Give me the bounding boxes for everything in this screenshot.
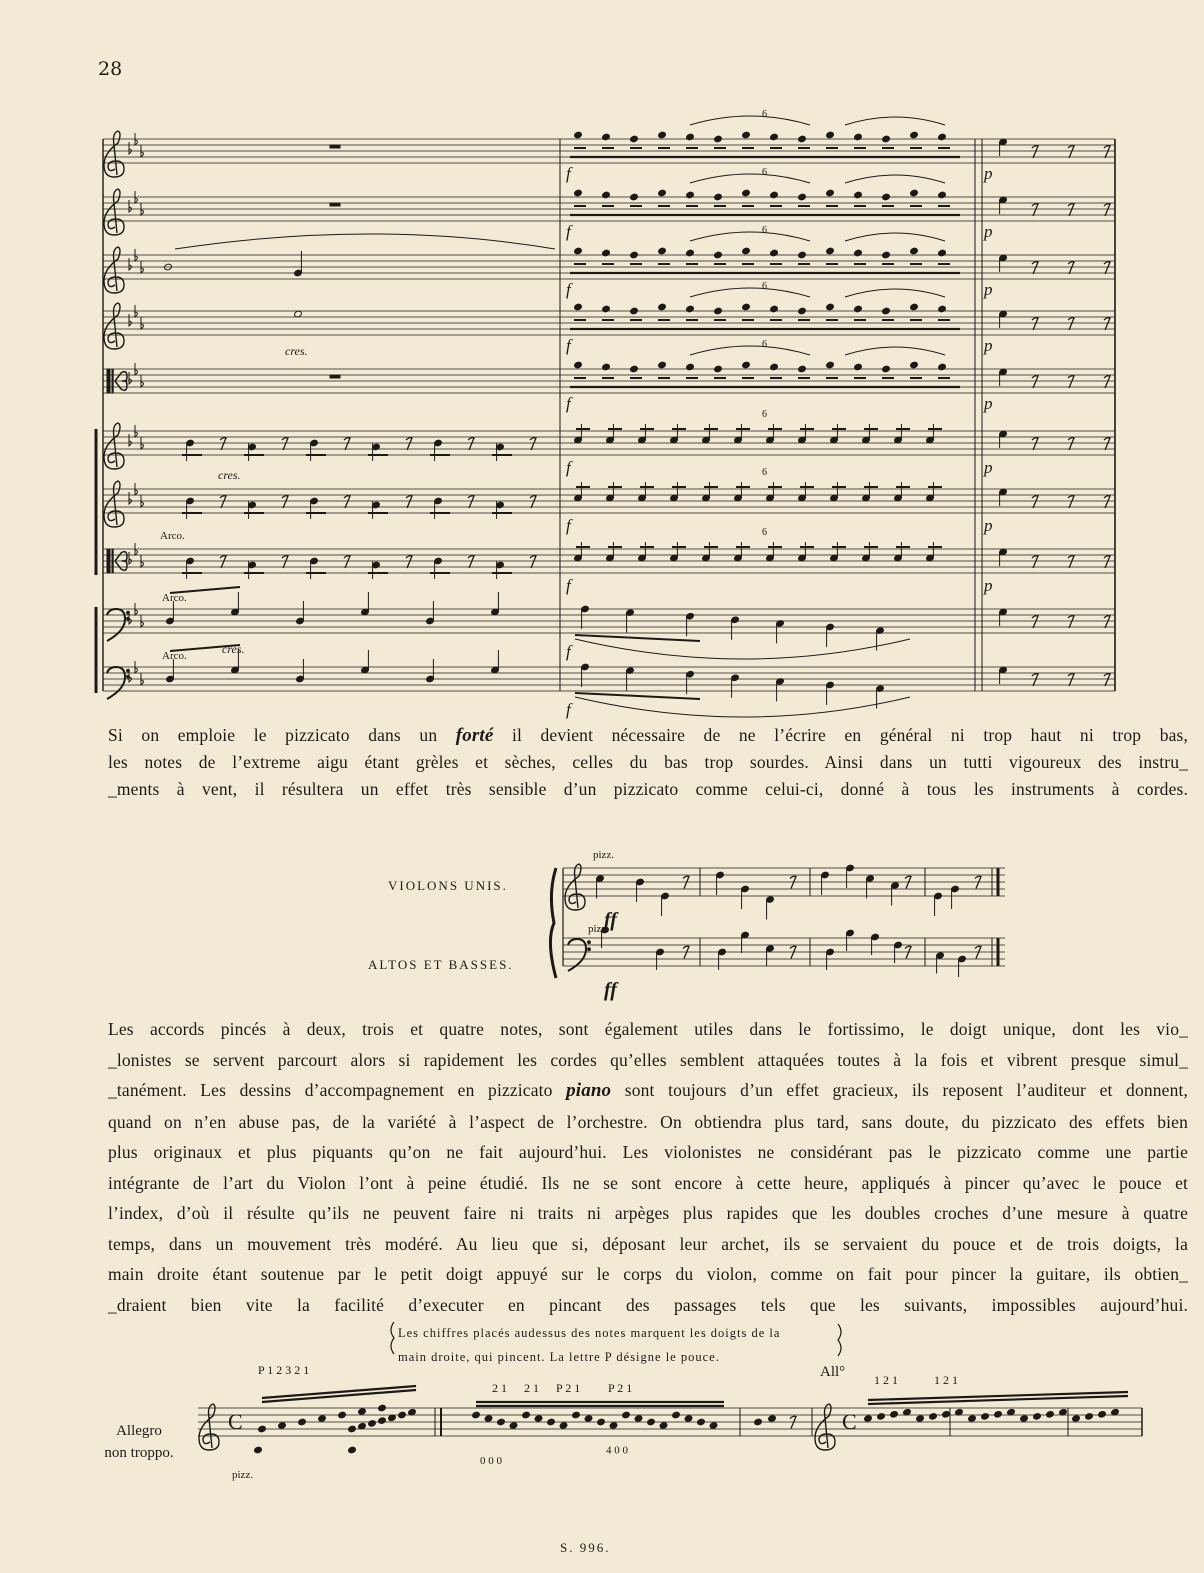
note-head [714,365,723,373]
note-head [882,251,891,259]
note-head [378,1417,387,1425]
eighth-rest [1068,556,1074,568]
dynamic-piano: p [984,576,993,595]
beam [868,1396,1128,1404]
note-head [254,1446,263,1454]
page-number: 28 [98,58,123,80]
example-fingering-score [0,1320,1204,1520]
note-head [697,1418,706,1426]
eighth-rest [1032,262,1038,274]
note-head [826,247,835,255]
pizz-marking: pizz. [588,923,610,935]
note-head [910,189,919,197]
note-head [882,135,891,143]
time-signature: C [842,1409,857,1434]
slur [690,288,810,297]
eighth-rest [468,438,474,450]
eighth-rest [530,496,536,508]
note-head [1033,1413,1042,1421]
cres-marking: cres. [218,468,241,482]
note-head [770,363,779,371]
note-head [798,193,807,201]
eighth-rest [1068,438,1074,450]
note-head [686,363,695,371]
dynamic-forte: f [566,576,571,595]
eighth-rest [1068,496,1074,508]
note-head [742,247,751,255]
flat-sign [129,434,132,446]
note-head [686,191,695,199]
bass-clef [107,609,125,641]
note-head [547,1418,556,1426]
eighth-rest [344,556,350,568]
eighth-rest [1032,318,1038,330]
note-head [1046,1411,1055,1419]
note-head [298,1418,307,1426]
slur [575,639,910,659]
note-head [882,365,891,373]
treble-clef [104,423,124,469]
note-head [877,1413,886,1421]
note-head [348,1446,357,1454]
eighth-rest [406,556,412,568]
note-head [854,305,863,313]
note-head [672,1411,681,1419]
note-head [572,1411,581,1419]
eighth-rest [220,438,226,450]
note-head [714,307,723,315]
eighth-rest [282,438,288,450]
bass-clef [107,667,125,699]
note-head [602,133,611,141]
note-head [647,1418,656,1426]
tuplet-number: 6 [762,409,767,420]
note-head [630,365,639,373]
label-altos-basses: ALTOS ET BASSES. [368,957,514,972]
eighth-rest [468,556,474,568]
alto-clef-bar [112,369,113,393]
note-head [754,1418,763,1426]
note-head [864,1415,873,1423]
dynamic-forte: f [566,280,571,299]
note-head [938,305,947,313]
eighth-rest [1068,318,1074,330]
note-brace-right [838,1324,841,1356]
eighth-rest [1104,146,1110,158]
note-head [630,135,639,143]
note-head [938,249,947,257]
flat-sign [129,200,132,212]
fingering-numbers: P 1 2 3 2 1 [258,1363,310,1377]
flat-sign [129,670,132,682]
note-brace-left [391,1322,394,1354]
note-head [574,303,583,311]
arco-marking: Arco. [162,592,187,604]
eighth-rest [1068,146,1074,158]
note-head [938,191,947,199]
slur [690,232,810,241]
note-head [574,361,583,369]
eighth-rest [1104,496,1110,508]
flat-sign [129,552,132,564]
note-head [318,1415,327,1423]
pizz-marking: pizz. [232,1469,254,1481]
note-head [770,249,779,257]
plate-number: S. 996. [560,1540,611,1555]
paragraph-pizzicato-forte: Si on emploie le pizzicato dans un forté il devient nécessaire de ne l’écrire en général ni trop haut ni trop bas, les notes de l’extreme aigu étant grèles et sèches, celles du bas trop sourdes. Ainsi dans un tutti vigoureux des instru_ _ments à vent, il résultera un effet très sensible d’un pizzicato comme celui-ci, donné à tous les instruments à cordes. [108,725,1188,799]
tuplet-number: 6 [762,225,767,236]
note-head [742,131,751,139]
eighth-rest [406,496,412,508]
slur [845,347,945,355]
eighth-rest [282,556,288,568]
treble-clef [104,189,124,235]
note-head [770,133,779,141]
note-head [714,135,723,143]
dynamic-piano: p [984,280,993,299]
note-head [910,361,919,369]
note-head [574,247,583,255]
dynamic-piano: p [984,458,993,477]
note-head [484,1415,493,1423]
dynamic-piano: p [984,222,993,241]
dynamic-ff: ff [604,979,617,1001]
note-head [630,193,639,201]
beam [575,635,700,641]
note-head [1098,1411,1107,1419]
note-head [574,189,583,197]
eighth-rest [1068,262,1074,274]
eighth-rest [282,496,288,508]
whole-rest [330,145,340,148]
whole-rest [330,375,340,378]
eighth-rest [530,556,536,568]
note-head [658,247,667,255]
note-head [742,303,751,311]
dynamic-forte: f [566,516,571,535]
cres-marking: cres. [285,344,308,358]
eighth-rest [344,438,350,450]
bass-clef-dot [588,941,591,944]
eighth-rest [1032,438,1038,450]
example-pizzicato-score [0,850,1204,1010]
note-head [798,307,807,315]
flat-sign [129,372,132,384]
beam [575,693,700,699]
treble-clef [104,131,124,177]
note-head [938,363,947,371]
eighth-rest [1104,262,1110,274]
eighth-rest [1032,376,1038,388]
slur [690,174,810,183]
note-head [258,1425,267,1433]
fingering-numbers: 2 1 [492,1381,507,1395]
note-head [826,189,835,197]
note-head [684,1415,693,1423]
eighth-rest [1104,616,1110,628]
fingering-numbers: 1 2 1 [934,1373,958,1387]
slur [845,175,945,183]
treble-clef [104,481,124,527]
thumb-numbers: 4 0 0 [606,1444,628,1457]
eighth-rest [468,496,474,508]
fingering-numbers: 2 1 [524,1381,539,1395]
note-head [1085,1413,1094,1421]
fingering-numbers: 1 2 1 [874,1373,898,1387]
note-head [559,1422,568,1430]
note-head [658,303,667,311]
fingering-note: Les chiffres placés audessus des notes marquent les doigts de la main droite, qui pincent. La lettre P désigne le pouce. [398,1326,781,1364]
tuplet-number: 6 [762,527,767,538]
eighth-rest [1032,556,1038,568]
eighth-rest [1068,674,1074,686]
note-head [497,1418,506,1426]
slur [845,233,945,241]
eighth-rest [1032,674,1038,686]
beam [868,1392,1128,1400]
note-head [826,361,835,369]
dynamic-piano: p [984,394,993,413]
note-head [278,1422,287,1430]
eighth-rest [1032,146,1038,158]
note-head [602,249,611,257]
tuplet-number: 6 [762,281,767,292]
tempo-marking: Allegro non troppo. [104,1423,174,1461]
slur [845,117,945,125]
eighth-rest [1104,556,1110,568]
note-head [634,1415,643,1423]
note-head [798,365,807,373]
dynamic-piano: p [984,516,993,535]
alto-clef-bar [107,549,110,573]
tuplet-number: 6 [762,339,767,350]
eighth-rest [1104,318,1110,330]
grand-staff-brace [550,868,556,978]
note-head [890,1411,899,1419]
note-head [709,1422,718,1430]
note-head [602,305,611,313]
note-head [1020,1415,1029,1423]
whole-rest [330,203,340,206]
note-head [358,1408,367,1416]
dynamic-forte: f [566,164,571,183]
note-head [522,1411,531,1419]
dynamic-forte: f [566,642,571,661]
bass-clef-dot [588,948,591,951]
flat-sign [129,612,132,624]
note-head [534,1415,543,1423]
note-head [658,189,667,197]
note-head [398,1411,407,1419]
note-head [798,135,807,143]
note-head [826,303,835,311]
note-head [929,1413,938,1421]
note-head [658,361,667,369]
note-head [742,361,751,369]
eighth-rest [220,496,226,508]
note-head [602,191,611,199]
eighth-rest [1068,616,1074,628]
dynamic-ff: ff [604,909,617,931]
fingering-numbers: P 2 1 [608,1381,633,1395]
eighth-rest [1104,204,1110,216]
eighth-rest [530,438,536,450]
flat-sign [129,314,132,326]
note-head [1072,1415,1081,1423]
note-head [622,1411,631,1419]
note-head [854,133,863,141]
note-head [742,189,751,197]
note-head [916,1415,925,1423]
tuplet-number: 6 [762,167,767,178]
note-head [509,1422,518,1430]
note-head [630,251,639,259]
note-head [714,193,723,201]
treble-clef [565,864,585,910]
tuplet-number: 6 [762,109,767,120]
eighth-rest [1104,376,1110,388]
note-head [686,133,695,141]
eighth-rest [1068,376,1074,388]
eighth-rest [1104,438,1110,450]
dynamic-forte: f [566,394,571,413]
cres-marking: cres. [222,642,245,656]
note-head [882,307,891,315]
flat-sign [129,142,132,154]
note-head [981,1413,990,1421]
note-head [994,1411,1003,1419]
note-head [854,191,863,199]
dynamic-forte: f [566,458,571,477]
eighth-rest [1068,204,1074,216]
eighth-rest [406,438,412,450]
fingering-numbers: P 2 1 [556,1381,581,1395]
alto-clef-bar [107,369,110,393]
note-head [602,363,611,371]
note-head [368,1420,377,1428]
dynamic-forte: f [566,700,571,719]
note-head [348,1425,357,1433]
treble-clef [104,247,124,293]
note-head [942,1411,951,1419]
note-head [910,131,919,139]
treble-clef [815,1404,835,1450]
eighth-rest [220,556,226,568]
note-head [609,1422,618,1430]
note-head [658,131,667,139]
note-head [686,249,695,257]
note-head [574,131,583,139]
slur [690,346,810,355]
dynamic-piano: p [984,336,993,355]
note-head [854,249,863,257]
note-head [826,131,835,139]
arco-marking: Arco. [162,650,187,662]
note-head [910,247,919,255]
note-head [910,303,919,311]
note-head [770,191,779,199]
flat-sign [129,258,132,270]
eighth-rest [1104,674,1110,686]
slur [845,289,945,297]
slur [575,697,910,717]
note-head [659,1422,668,1430]
note-head [968,1415,977,1423]
eighth-rest [1032,204,1038,216]
time-signature: C [228,1409,243,1434]
note-head [714,251,723,259]
note-head [938,133,947,141]
note-head [630,307,639,315]
treble-clef [104,303,124,349]
dynamic-forte: f [566,336,571,355]
note-head [768,1415,777,1423]
dynamic-forte: f [566,222,571,241]
alto-clef-bar [112,549,113,573]
note-head [597,1418,606,1426]
paragraph-accords-pinces: Les accords pincés à deux, trois et quatre notes, sont également utiles dans le fortissimo, le doigt unique, dont les vio_ _lonistes se servent parcourt alors si rapidement les cordes qu’elles semblent attaquées toutes à la fois et vibrent presque simul_ _tanément. Les dessins d’accompagnement en pizzicato piano sont toujours d’un effet gracieux, ils reposent l’auditeur et donnent, quand on n’en abuse pas, de la variété à l’aspect de l’orchestre. On obtiendra plus tard, sans doute, du pizzicato des effets bien plus originaux et plus piquants qu’on ne fait aujourd’hui. Les violonistes ne considérant pas le pizzicato comme une partie intégrante de l’art du Violon l’ont à peine étudié. Ils ne se sont encore à cette heure, appliqués à pincer qu’avec le pouce et l’index, d’où il résulte qu’ils ne peuvent faire ni traits ni arpèges plus rapides que les doubles croches d’une mesure à quatre temps, dans un mouvement très modéré. Au lieu que si, déposant leur archet, ils se servaient du pouce et de trois doigts, la main droite étant soutenue par le petit doigt appuyé sur le corps du violon, comme on fait pour pincer la guitare, ils obtien_ _draient bien vite la facilité d’executer en pincant des passages tels que les suivants, impossibles aujourd’hui. [108,1019,1189,1315]
note-head [798,251,807,259]
note-head [378,1404,387,1412]
pizz-marking: pizz. [593,849,615,861]
note-head [882,193,891,201]
flat-sign [129,492,132,504]
tempo-allegro: All° [820,1364,846,1380]
note-head [686,305,695,313]
note-head [472,1411,481,1419]
eighth-rest [344,496,350,508]
label-violons-unis: VIOLONS UNIS. [388,878,508,893]
slur [175,234,555,249]
note-head [584,1415,593,1423]
slur [690,116,810,125]
eighth-rest [1032,616,1038,628]
treble-clef [199,1404,219,1450]
note-head [770,305,779,313]
orchestral-score [0,0,1204,719]
dynamic-piano: p [984,164,993,183]
tuplet-number: 6 [762,467,767,478]
eighth-rest [1032,496,1038,508]
note-head [854,363,863,371]
note-head [338,1411,347,1419]
arco-marking: Arco. [160,530,185,542]
thumb-numbers: 0 0 0 [480,1455,502,1467]
